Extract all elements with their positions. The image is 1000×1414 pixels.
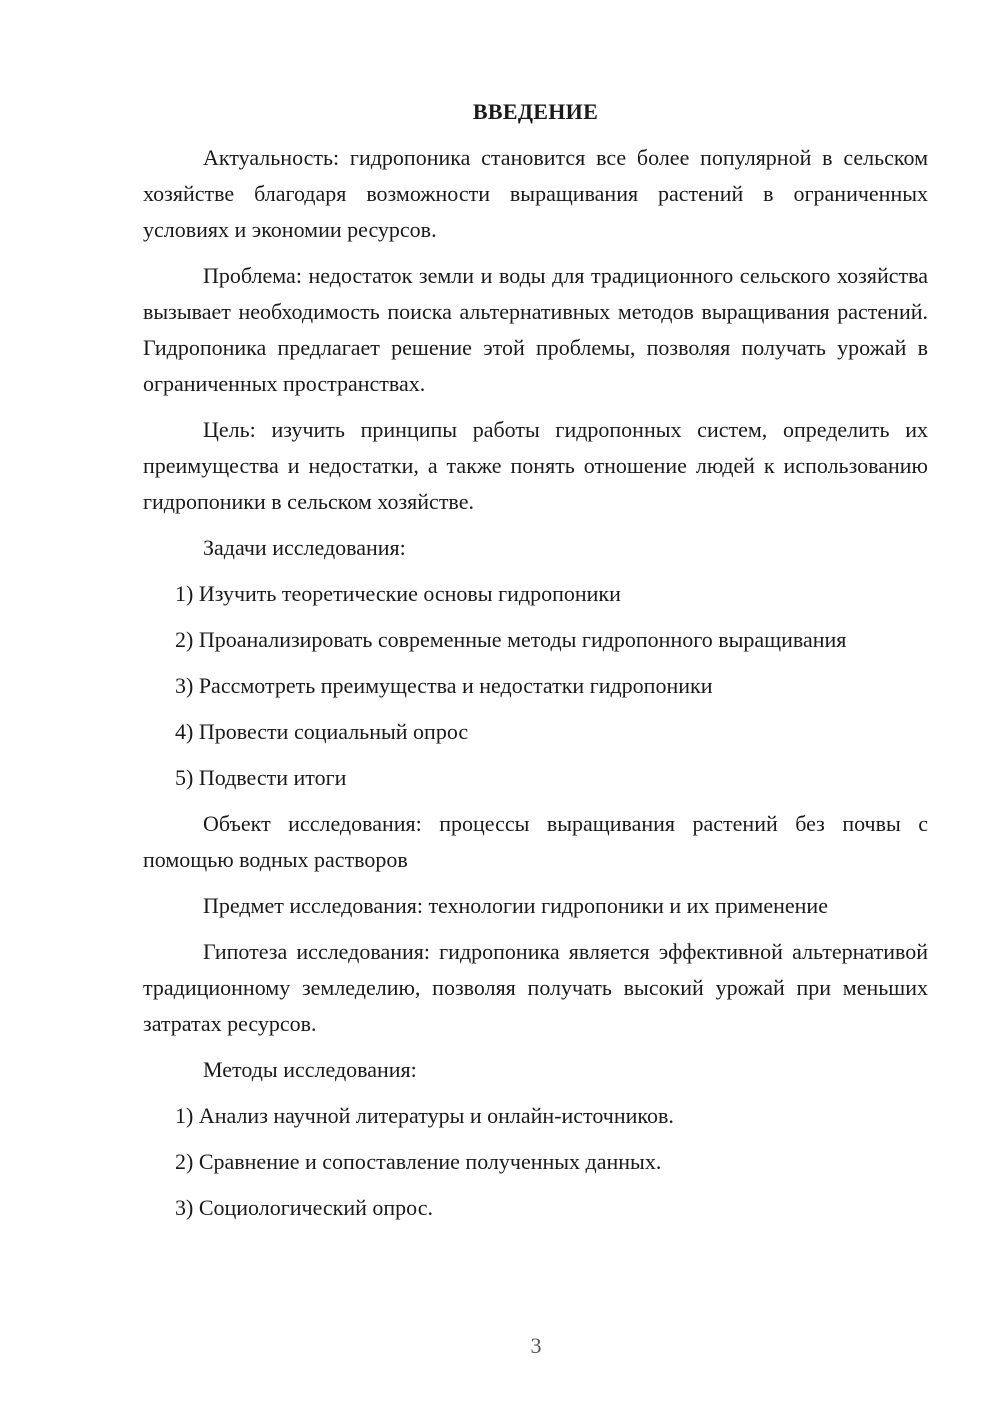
page-number: 3 [530,1333,542,1358]
task-item: 1) Изучить теоретические основы гидропоники [175,581,621,606]
task-item: 2) Проанализировать современные методы гидропонного выращивания [175,627,847,652]
relevance-paragraph: Актуальность: гидропоника становится все более популярной в сельском хозяйстве благодаря возможности выращивания растений в ограниченных условиях и экономии ресурсов. [143,145,928,242]
object-paragraph: Объект исследования: процессы выращивания растений без почвы с помощью водных растворов [143,811,928,872]
tasks-heading: Задачи исследования: [203,535,406,560]
task-item: 4) Провести социальный опрос [175,719,469,744]
method-item: 3) Социологический опрос. [175,1195,433,1220]
task-item: 5) Подвести итоги [175,765,347,790]
goal-paragraph: Цель: изучить принципы работы гидропонных систем, определить их преимущества и недостатки, а также понять отношение людей к использованию гидропоники в сельском хозяйстве. [143,417,928,514]
problem-paragraph: Проблема: недостаток земли и воды для традиционного сельского хозяйства вызывает необходимость поиска альтернативных методов выращивания растений. Гидропоника предлагает решение этой проблемы, позволяя получать урожай в ограниченных пространствах. [143,263,928,396]
method-item: 1) Анализ научной литературы и онлайн-источников. [175,1103,674,1128]
method-item: 2) Сравнение и сопоставление полученных данных. [175,1149,662,1174]
methods-heading: Методы исследования: [203,1057,417,1082]
task-item: 3) Рассмотреть преимущества и недостатки гидропоники [175,673,713,698]
hypothesis-paragraph: Гипотеза исследования: гидропоника является эффективной альтернативой традиционному земледелию, позволяя получать высокий урожай при меньших затратах ресурсов. [143,939,928,1036]
section-title: ВВЕДЕНИЕ [472,99,599,124]
subject-paragraph: Предмет исследования: технологии гидропоники и их применение [203,893,828,918]
page-content [143,94,928,1236]
